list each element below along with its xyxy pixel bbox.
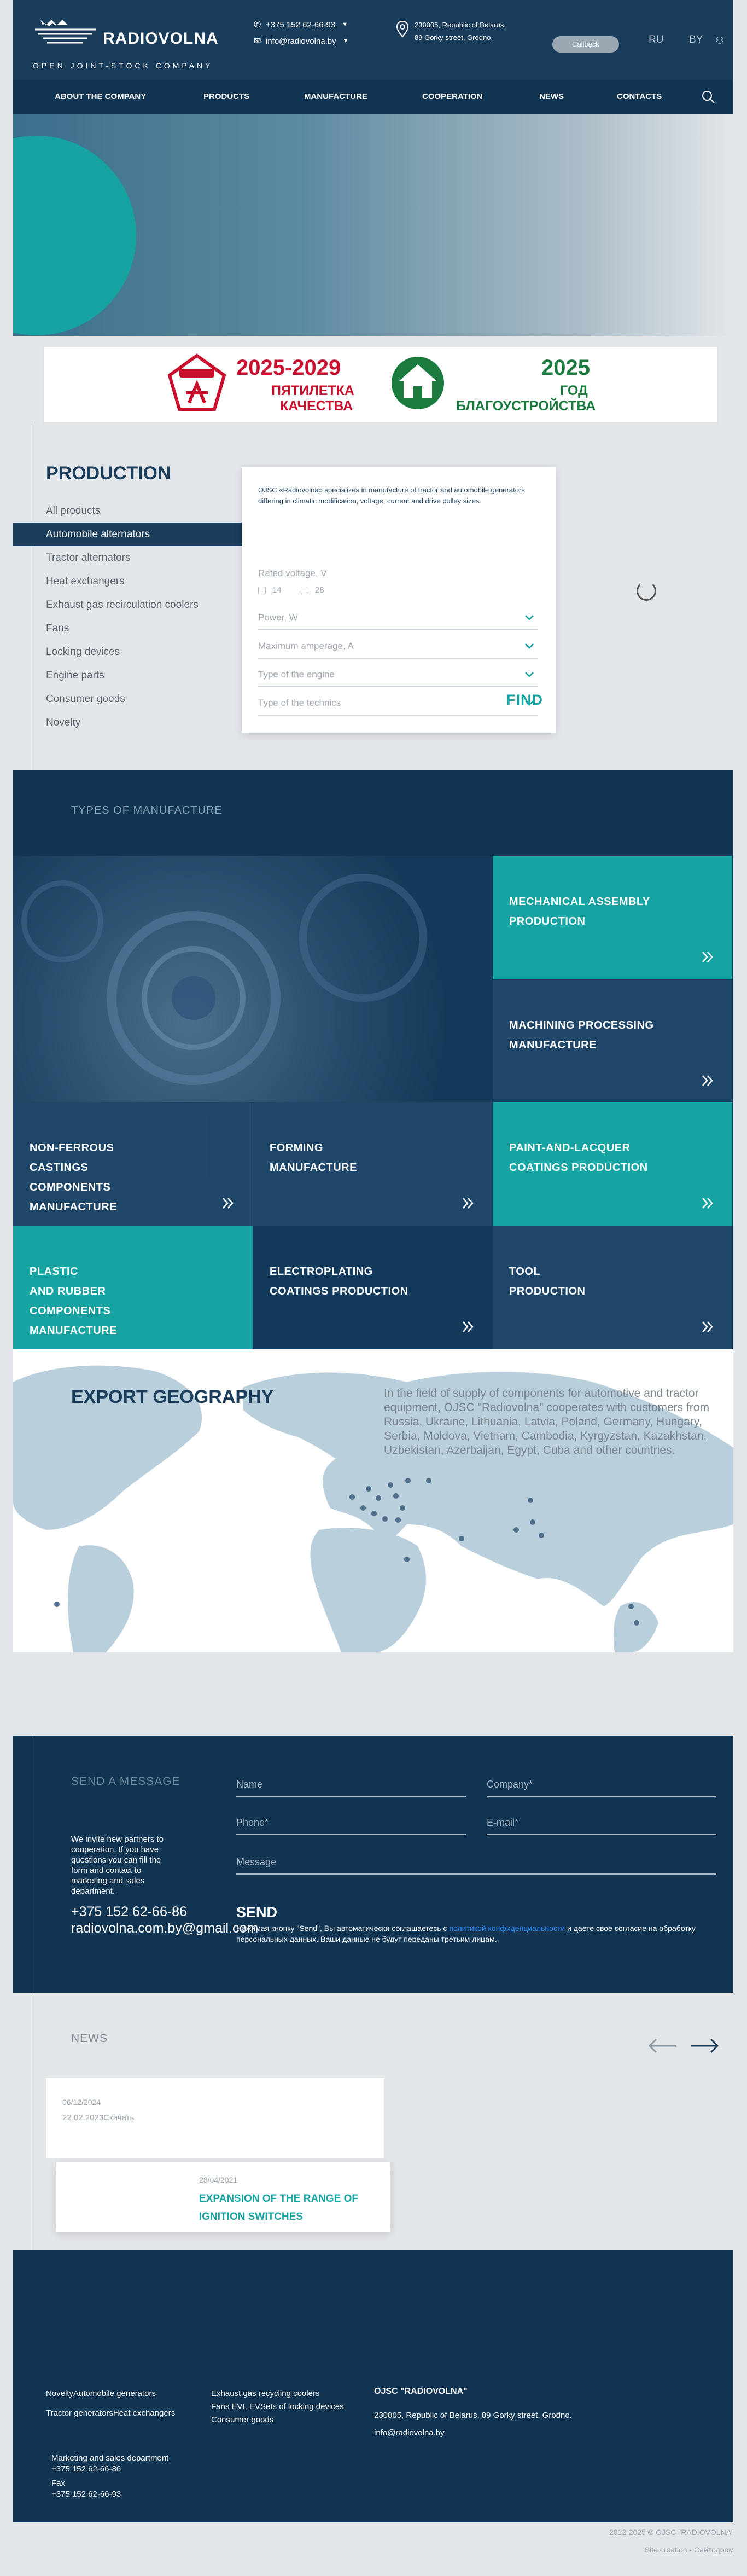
copyright: 2012-2025 © OJSC "RADIOVOLNA" bbox=[609, 2528, 734, 2537]
export-title: EXPORT GEOGRAPHY bbox=[71, 1386, 274, 1407]
send-email[interactable]: radiovolna.com.by@gmail.com bbox=[71, 1921, 259, 1936]
lang-ru[interactable]: RU bbox=[649, 34, 664, 45]
loading-spinner-icon bbox=[637, 581, 656, 601]
tile-forming[interactable] bbox=[253, 1102, 493, 1226]
banner-period: 2025-2029 bbox=[236, 356, 341, 380]
gear-photo-icon bbox=[13, 856, 492, 1102]
tile-mechanical-assembly[interactable] bbox=[493, 856, 732, 979]
tile-plastic-rubber[interactable] bbox=[13, 1226, 253, 1349]
footer-fax: +375 152 62-66-93 bbox=[51, 2490, 121, 2499]
tile-machining[interactable] bbox=[493, 979, 732, 1103]
tile-electroplating[interactable] bbox=[253, 1226, 493, 1349]
banner-year-number: 2025 bbox=[541, 356, 590, 380]
send-button[interactable]: SEND bbox=[236, 1904, 278, 1921]
accessibility-glasses-icon[interactable]: ⚇ bbox=[715, 35, 725, 46]
news-section bbox=[13, 1993, 733, 2250]
send-phone[interactable]: +375 152 62-66-86 bbox=[71, 1904, 187, 1919]
power-select[interactable]: Power, W bbox=[258, 608, 538, 630]
header-phone[interactable]: +375 152 62-66-93 bbox=[266, 20, 336, 30]
footer-link[interactable]: Tractor generatorsHeat exchangers bbox=[46, 2409, 176, 2418]
company-input[interactable]: Company* bbox=[487, 1775, 716, 1797]
footer-dept: Marketing and sales department bbox=[51, 2453, 169, 2463]
arrow-left-icon[interactable] bbox=[647, 2038, 677, 2054]
product-category-consumer-goods[interactable]: Consumer goods bbox=[46, 693, 125, 705]
main-nav bbox=[13, 80, 733, 114]
footer-fax-label: Fax bbox=[51, 2479, 66, 2488]
chevron-down-icon bbox=[524, 640, 535, 651]
banner-five-year-l1: ПЯТИЛЕТКА bbox=[271, 383, 354, 398]
footer-link[interactable]: Consumer goods bbox=[211, 2415, 274, 2424]
nav-about[interactable]: ABOUT THE COMPANY bbox=[55, 92, 147, 101]
double-chevron-right-icon bbox=[221, 1196, 235, 1210]
send-title: SEND A MESSAGE bbox=[71, 1775, 180, 1788]
product-category-fans[interactable]: Fans bbox=[46, 623, 69, 634]
consent-text: Нажимая кнопку "Send", Вы автоматически соглашаетесь с политикой конфиденциальности и даете свое согласие на обработку персональных данных. Ваши данные не будут переданы третьим лицам. bbox=[236, 1924, 696, 1943]
email-input[interactable]: E-mail* bbox=[487, 1813, 716, 1835]
tile-paint-lacquer[interactable] bbox=[493, 1102, 732, 1226]
site-header bbox=[13, 0, 733, 80]
tile-title: TOOL PRODUCTION bbox=[509, 1266, 586, 1297]
nav-contacts[interactable]: CONTACTS bbox=[617, 92, 662, 101]
nav-cooperation[interactable]: COOPERATION bbox=[422, 92, 483, 101]
site-creation-link[interactable]: Site creation - Сайтодром bbox=[644, 2545, 734, 2554]
tile-title: PAINT-AND-LACQUER COATINGS PRODUCTION bbox=[509, 1142, 648, 1174]
tile-title: PLASTIC AND RUBBER COMPONENTS MANUFACTURE bbox=[30, 1266, 117, 1337]
product-category-heat-exchangers[interactable]: Heat exchangers bbox=[46, 576, 125, 587]
logo-wave-icon bbox=[33, 18, 98, 45]
product-category-egr-coolers[interactable]: Exhaust gas recirculation coolers bbox=[46, 599, 199, 611]
voltage-checkbox-28[interactable]: 28 bbox=[301, 585, 324, 595]
promo-banner[interactable] bbox=[43, 346, 719, 423]
company-name: RADIOVOLNA bbox=[103, 30, 219, 48]
nav-manufacture[interactable]: MANUFACTURE bbox=[304, 92, 367, 101]
banner-year-l1: ГОД bbox=[560, 383, 588, 398]
news-card[interactable] bbox=[46, 2078, 384, 2158]
news-date: 28/04/2021 bbox=[199, 2175, 238, 2184]
name-input[interactable]: Name bbox=[236, 1775, 466, 1797]
arrow-right-icon[interactable] bbox=[690, 2038, 720, 2054]
types-title: TYPES OF MANUFACTURE bbox=[71, 804, 223, 816]
technics-type-select[interactable]: Type of the technics bbox=[258, 694, 538, 716]
news-card[interactable] bbox=[56, 2162, 390, 2232]
types-header bbox=[13, 770, 733, 856]
tile-title: NON-FERROUS CASTINGS COMPONENTS MANUFACTURE bbox=[30, 1142, 117, 1213]
house-emblem-icon bbox=[388, 353, 447, 413]
chevron-down-icon bbox=[524, 612, 535, 623]
privacy-policy-link[interactable]: политикой конфиденциальности bbox=[449, 1924, 565, 1933]
tile-title: FORMING MANUFACTURE bbox=[270, 1142, 357, 1174]
chevron-down-icon[interactable]: ▼ bbox=[342, 21, 348, 28]
filter-description: OJSC «Radiovolna» specializes in manufacture of tractor and automobile generators differing in climatic modification, voltage, current and drive pulley sizes. bbox=[258, 486, 525, 505]
double-chevron-right-icon bbox=[701, 1074, 715, 1088]
export-description: In the field of supply of components for automotive and tractor equipment, OJSC "Radiovolna" cooperates with customers from Russia, Ukraine, Lithuania, Latvia, Poland, Germany, Hungary, Serbia, Moldova, Vietnam, Cambodia, Kyrgyzstan, Kazakhstan, Uzbekistan, Azerbaijan, Egypt, Cuba and other countries. bbox=[384, 1387, 710, 1457]
location-pin-icon bbox=[396, 21, 409, 37]
message-input[interactable]: Message bbox=[236, 1853, 716, 1875]
product-filter bbox=[242, 467, 556, 733]
site-footer bbox=[13, 2250, 733, 2522]
voltage-checkbox-14[interactable]: 14 bbox=[258, 585, 282, 595]
news-title-link[interactable]: EXPANSION OF THE RANGE OF IGNITION SWITCHES bbox=[199, 2193, 359, 2223]
company-logo[interactable] bbox=[33, 16, 241, 71]
tile-non-ferrous-castings[interactable] bbox=[13, 1102, 253, 1226]
header-contacts bbox=[254, 16, 349, 49]
find-button[interactable]: FIND bbox=[506, 692, 543, 708]
double-chevron-right-icon bbox=[701, 1196, 715, 1210]
footer-link[interactable]: Exhaust gas recycling coolers bbox=[211, 2389, 320, 2398]
amperage-select[interactable]: Maximum amperage, A bbox=[258, 637, 538, 659]
news-text: 22.02.2023Скачать bbox=[62, 2113, 135, 2122]
product-category-locking-devices[interactable]: Locking devices bbox=[46, 646, 120, 658]
production-menu bbox=[13, 499, 242, 734]
types-grid bbox=[13, 856, 733, 1349]
voltage-label: Rated voltage, V bbox=[258, 568, 327, 578]
nav-news[interactable]: NEWS bbox=[539, 92, 564, 101]
banner-year-l2: БЛАГОУСТРОЙСТВА bbox=[456, 398, 596, 414]
footer-address: 230005, Republic of Belarus, 89 Gorky street, Grodno. bbox=[374, 2411, 572, 2420]
product-category-all[interactable]: All products bbox=[46, 505, 101, 517]
phone-icon: ✆ bbox=[254, 20, 261, 30]
product-category-engine-parts[interactable]: Engine parts bbox=[46, 670, 104, 681]
product-category-automobile-alternators[interactable]: Automobile alternators bbox=[13, 523, 242, 546]
double-chevron-right-icon bbox=[701, 950, 715, 964]
double-chevron-right-icon bbox=[461, 1320, 475, 1334]
footer-link[interactable]: NoveltyAutomobile generators bbox=[46, 2389, 156, 2398]
lang-by[interactable]: BY bbox=[689, 34, 703, 45]
search-icon[interactable] bbox=[700, 89, 716, 105]
tile-title: MACHINING PROCESSING MANUFACTURE bbox=[509, 1019, 654, 1051]
footer-company: OJSC "RADIOVOLNA" bbox=[374, 2387, 468, 2396]
footer-dept-phone[interactable]: +375 152 62-66-86 bbox=[51, 2464, 121, 2474]
product-category-novelty[interactable]: Novelty bbox=[46, 717, 81, 728]
header-email[interactable]: info@radiovolna.by bbox=[266, 36, 336, 46]
chevron-down-icon[interactable]: ▼ bbox=[342, 38, 349, 44]
phone-input[interactable]: Phone* bbox=[236, 1813, 466, 1835]
quality-emblem-icon bbox=[167, 353, 226, 413]
address-line-2: 89 Gorky street, Grodno. bbox=[415, 33, 493, 42]
send-description: We invite new partners to cooperation. If you have questions you can fill the form and contact to marketing and sales department. bbox=[71, 1835, 164, 1896]
address-line-1: 230005, Republic of Belarus, bbox=[415, 21, 506, 29]
product-category-tractor-alternators[interactable]: Tractor alternators bbox=[46, 552, 131, 564]
double-chevron-right-icon bbox=[461, 1196, 475, 1210]
tile-title: ELECTROPLATING COATINGS PRODUCTION bbox=[270, 1266, 408, 1297]
send-message-section bbox=[13, 1736, 733, 1993]
nav-products[interactable]: PRODUCTS bbox=[203, 92, 250, 101]
news-date: 06/12/2024 bbox=[62, 2098, 101, 2107]
chevron-down-icon bbox=[524, 669, 535, 680]
production-section bbox=[13, 423, 733, 771]
footer-link[interactable]: Fans EVI, EVSets of locking devices bbox=[211, 2402, 344, 2411]
tile-tool-production[interactable] bbox=[493, 1226, 732, 1349]
production-title: PRODUCTION bbox=[46, 463, 171, 484]
callback-button[interactable]: Callback bbox=[552, 36, 619, 53]
company-subtitle: OPEN JOINT-STOCK COMPANY bbox=[33, 61, 213, 70]
double-chevron-right-icon bbox=[701, 1320, 715, 1334]
banner-five-year-l2: КАЧЕСТВА bbox=[280, 398, 353, 414]
engine-type-select[interactable]: Type of the engine bbox=[258, 665, 538, 687]
header-address bbox=[396, 19, 506, 44]
mail-icon: ✉ bbox=[254, 37, 261, 46]
hero-decor-circle bbox=[13, 136, 136, 335]
tile-title: MECHANICAL ASSEMBLY PRODUCTION bbox=[509, 896, 650, 927]
alternator-photo bbox=[13, 856, 492, 1102]
news-title: NEWS bbox=[71, 2032, 108, 2045]
footer-email[interactable]: info@radiovolna.by bbox=[374, 2428, 445, 2438]
spacer bbox=[13, 1652, 733, 1736]
banner-year bbox=[388, 353, 629, 419]
banner-quality bbox=[167, 353, 408, 419]
export-geography-section bbox=[13, 1349, 733, 1652]
hero-slider bbox=[13, 114, 733, 336]
